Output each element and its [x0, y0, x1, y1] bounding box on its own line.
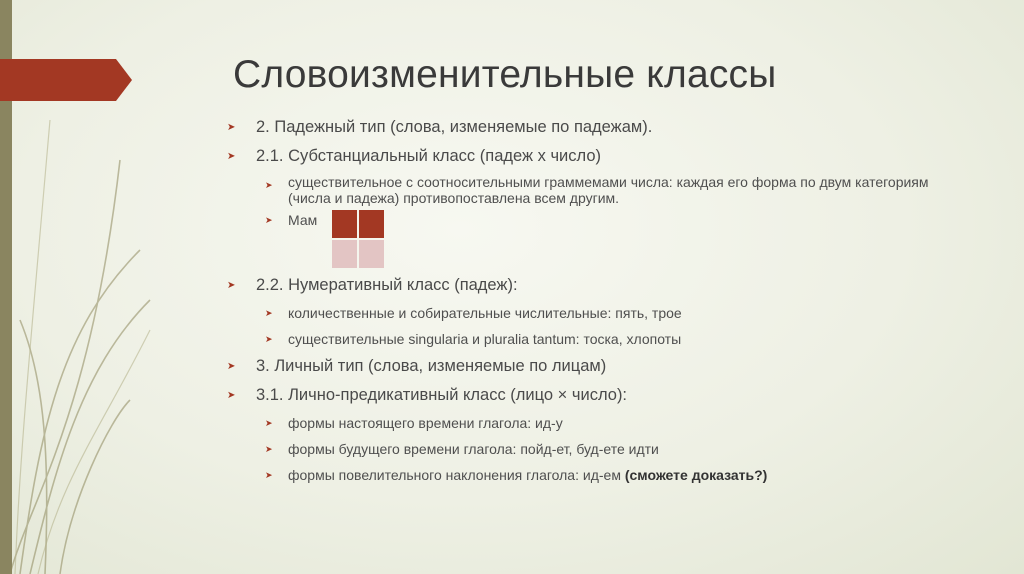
triangle-bullet-icon: ➤	[265, 334, 273, 344]
list-item-text: 2.2. Нумеративный класс (падеж):	[256, 276, 518, 294]
triangle-bullet-icon: ➤	[265, 470, 273, 480]
list-item-text: 2.1. Субстанциальный класс (падеж х число)	[256, 147, 601, 165]
list-item-text: 3.1. Лично-предикативный класс (лицо × число):	[256, 386, 628, 404]
list-item	[227, 415, 997, 431]
grid-cell-light	[359, 240, 384, 268]
triangle-bullet-icon: ➤	[265, 444, 273, 454]
title-flag-shape	[0, 59, 132, 101]
list-item	[227, 331, 997, 347]
list-item	[227, 276, 997, 295]
list-item	[227, 305, 997, 321]
triangle-bullet-icon: ➤	[265, 308, 273, 318]
list-item	[227, 147, 997, 166]
list-item-text: существительное с соотносительными граммемами числа: каждая его форма по двум категориям (числа и падежа) противопоставлена всем другим.	[288, 174, 929, 206]
list-item	[227, 467, 997, 483]
triangle-bullet-icon: ➤	[265, 418, 273, 428]
list-item	[227, 118, 997, 137]
list-item-text: Мам	[288, 212, 318, 228]
list-item-text: 2. Падежный тип (слова, изменяемые по падежам).	[256, 118, 653, 136]
grid-cell-dark	[359, 210, 384, 238]
triangle-bullet-icon: ➤	[227, 151, 236, 162]
triangle-bullet-icon: ➤	[227, 361, 236, 372]
triangle-bullet-icon: ➤	[265, 180, 273, 190]
list-item	[227, 441, 997, 457]
triangle-bullet-icon: ➤	[227, 122, 236, 133]
case-number-grid	[332, 210, 384, 268]
list-item-text: 3. Личный тип (слова, изменяемые по лицам)	[256, 357, 607, 375]
list-item	[227, 386, 997, 405]
list-item	[227, 174, 948, 206]
triangle-bullet-icon: ➤	[265, 215, 273, 225]
triangle-bullet-icon: ➤	[227, 390, 236, 401]
list-item	[227, 357, 997, 376]
grid-cell-light	[332, 240, 357, 268]
slide-title: Словоизменительные классы	[233, 53, 777, 96]
grid-cell-dark	[332, 210, 357, 238]
emphasis-text: (сможете доказать?)	[624, 467, 768, 483]
bullet-list	[227, 108, 997, 483]
list-item-text: существительные singularia и pluralia tantum: тоска, хлопоты	[288, 331, 682, 347]
list-item-text: формы будущего времени глагола: пойд-ет, буд-ете идти	[288, 441, 659, 457]
triangle-bullet-icon: ➤	[227, 280, 236, 291]
list-item-text: количественные и собирательные числительные: пять, трое	[288, 305, 682, 321]
list-item	[227, 212, 997, 270]
list-item-text: формы повелительного наклонения глагола: ид-ем	[288, 467, 621, 483]
list-item-text: формы настоящего времени глагола: ид-у	[288, 415, 563, 431]
